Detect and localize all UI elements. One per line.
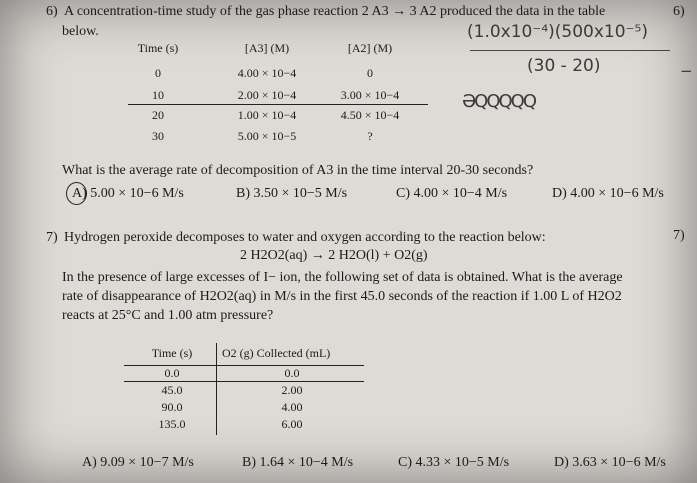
- q7-cell-r3-c1: 6.00: [281, 417, 303, 431]
- handwritten-underline: [128, 104, 428, 105]
- q6-cell-r2-c2: 4.50 × 10−4: [340, 108, 400, 122]
- q7-table-divider-row: [124, 381, 364, 382]
- q7-cell-r2-c1: 4.00: [281, 400, 303, 414]
- q7-right-number: 7): [673, 228, 685, 243]
- q7-para-line1: In the presence of large excesses of I− ion, the following set of data is obtained. What is the average: [62, 270, 623, 285]
- q6-number: 6): [46, 4, 58, 19]
- q6-cell-r0-c2: 0: [367, 66, 373, 80]
- q6-option-d[interactable]: D) 4.00 × 10−6 M/s: [552, 186, 664, 201]
- q7-header-o2: O2 (g) Collected (mL): [222, 346, 331, 360]
- q7-option-a[interactable]: A) 9.09 × 10−7 M/s: [82, 455, 194, 470]
- q7-text: Hydrogen peroxide decomposes to water and oxygen according to the reaction below:: [64, 230, 546, 245]
- q7-cell-r0-c0: 0.0: [164, 366, 180, 380]
- q6-cell-r0-c0: 0: [155, 66, 161, 80]
- q7-cell-r1-c0: 45.0: [161, 383, 183, 397]
- q7-cell-r0-c1: 0.0: [284, 366, 300, 380]
- handwritten-scribble: ƏQQQQQ: [462, 91, 536, 112]
- q6-header-a3: [A3] (M): [244, 41, 290, 55]
- q7-number: 7): [46, 230, 58, 245]
- q6-cell-r3-c2: ?: [367, 129, 373, 143]
- q6-cell-r3-c1: 5.00 × 10−5: [237, 129, 297, 143]
- q7-option-c[interactable]: C) 4.33 × 10−5 M/s: [398, 455, 510, 470]
- handwritten-work-numerator: (1.0x10⁻⁴)(500x10⁻⁵): [467, 22, 648, 42]
- q7-cell-r1-c1: 2.00: [281, 383, 303, 397]
- q7-option-b[interactable]: B) 1.64 × 10−4 M/s: [242, 455, 354, 470]
- q6-cell-r3-c0: 30: [152, 129, 164, 143]
- q6-cell-r2-c0: 20: [152, 108, 164, 122]
- handwritten-fraction-bar: [470, 50, 670, 51]
- q7-header-time: Time (s): [151, 346, 193, 360]
- q6-question: What is the average rate of decomposition of A3 in the time interval 20-30 seconds?: [62, 163, 534, 178]
- q6-header-a2: [A2] (M): [347, 41, 393, 55]
- q6-cell-r1-c0: 10: [152, 88, 164, 102]
- q6-text-line2: below.: [62, 24, 99, 39]
- handwritten-dash: −: [680, 62, 693, 80]
- q6-option-c[interactable]: C) 4.00 × 10−4 M/s: [396, 186, 508, 201]
- q7-option-d[interactable]: D) 3.63 × 10−6 M/s: [554, 455, 666, 470]
- q6-cell-r1-c2: 3.00 × 10−4: [340, 88, 400, 102]
- q7-equation: 2 H2O2(aq) → 2 H2O(l) + O2(g): [240, 248, 428, 263]
- q6-header-time: Time (s): [137, 41, 179, 55]
- q7-para-line2: rate of disappearance of H2O2(aq) in M/s in the first 45.0 seconds of the reaction if 1.00 L of H2O2: [62, 289, 622, 304]
- q6-right-number: 6): [673, 4, 685, 19]
- q6-cell-r2-c1: 1.00 × 10−4: [237, 108, 297, 122]
- q6-option-a[interactable]: A) 5.00 × 10−6 M/s: [72, 186, 184, 201]
- q7-cell-r3-c0: 135.0: [158, 417, 186, 431]
- q6-text-line1: A concentration-time study of the gas phase reaction 2 A3 → 3 A2 produced the data in the table: [64, 4, 606, 19]
- q7-para-line3: reacts at 25°C and 1.00 atm pressure?: [62, 308, 274, 323]
- q7-cell-r2-c0: 90.0: [161, 400, 183, 414]
- handwritten-work-denominator: (30 - 20): [527, 56, 601, 76]
- q6-cell-r1-c1: 2.00 × 10−4: [237, 88, 297, 102]
- q6-cell-r0-c1: 4.00 × 10−4: [237, 66, 297, 80]
- q7-table-divider-vertical: [216, 343, 217, 435]
- q6-option-b[interactable]: B) 3.50 × 10−5 M/s: [236, 186, 348, 201]
